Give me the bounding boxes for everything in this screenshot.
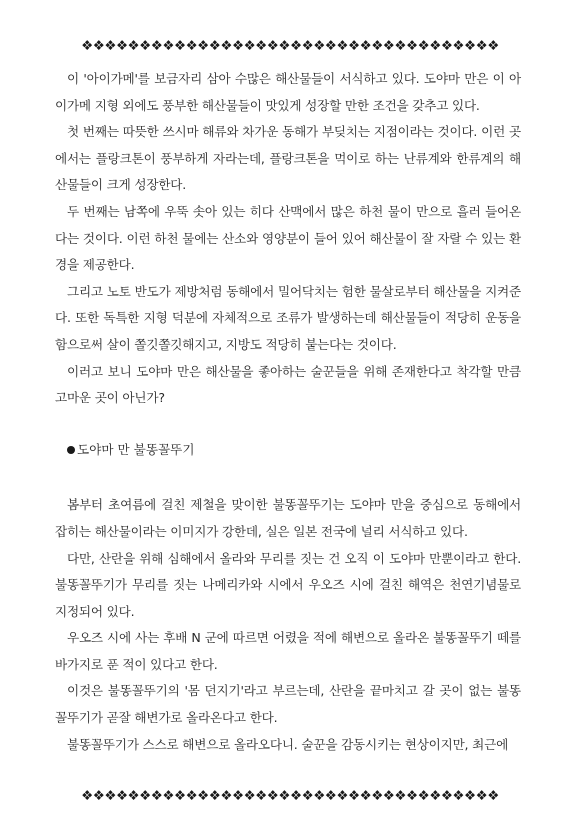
page-content <box>55 66 521 758</box>
paragraph: 봄부터 초여름에 걸친 제철을 맞이한 불똥꼴뚜기는 도야마 만을 중심으로 동해에서 잡히는 해산물이라는 이미지가 강한데, 실은 일본 전국에 널리 서식하고 있다. <box>55 497 521 539</box>
paragraph: 그리고 노토 반도가 제방처럼 동해에서 밀어닥치는 험한 물살로부터 해산물을 지켜준다. 또한 독특한 지형 덕분에 자체적으로 조류가 발생하는데 해산물들이 적당히 운동을 함으로써 살이 쫄깃쫄깃해지고, 지방도 적당히 붙는다는 것이다. <box>55 283 521 352</box>
bottom-ornament-border: ❖❖❖❖❖❖❖❖❖❖❖❖❖❖❖❖❖❖❖❖❖❖❖❖❖❖❖❖❖❖❖❖❖❖❖❖ <box>81 788 499 804</box>
paragraph: 불똥꼴뚜기가 스스로 해변으로 올라오다니. 술꾼을 감동시키는 현상이지만, 최근에 <box>67 736 509 752</box>
top-ornament-border: ❖❖❖❖❖❖❖❖❖❖❖❖❖❖❖❖❖❖❖❖❖❖❖❖❖❖❖❖❖❖❖❖❖❖❖❖ <box>81 38 499 54</box>
section-heading <box>55 437 521 464</box>
paragraph: 첫 번째는 따뜻한 쓰시마 해류와 차가운 동해가 부딪치는 지점이라는 것이다. 이런 곳에서는 플랑크톤이 풍부하게 자라는데, 플랑크톤을 먹이로 하는 난류계와 한류계의 해산물들이 크게 성장한다. <box>55 124 521 193</box>
paragraph: 다만, 산란을 위해 심해에서 올라와 무리를 짓는 건 오직 이 도야마 만뿐이라고 한다. 불똥꼴뚜기가 무리를 짓는 나메리카와 시에서 우오즈 시에 걸친 해역은 천연기념물로 지정되어 있다. <box>55 550 521 619</box>
paragraph: 우오즈 시에 사는 후배 N 군에 따르면 어렸을 적에 해변으로 올라온 불똥꼴뚜기 떼를 바가지로 푼 적이 있다고 한다. <box>55 630 521 672</box>
paragraph: 이 '아이가메'를 보금자리 삼아 수많은 해산물들이 서식하고 있다. 도야마 만은 이 아이가메 지형 외에도 풍부한 해산물들이 맛있게 성장할 만한 조건을 갖추고 있다. <box>55 71 521 113</box>
paragraph: 두 번째는 남쪽에 우뚝 솟아 있는 히다 산맥에서 많은 하천 물이 만으로 흘러 들어온다는 것이다. 이런 하천 물에는 산소와 영양분이 들어 있어 해산물이 잘 자랄 수 있는 환경을 제공한다. <box>55 203 521 273</box>
bullet-icon <box>67 446 75 454</box>
paragraph: 이것은 불똥꼴뚜기의 '몸 던지기'라고 부르는데, 산란을 끝마치고 갈 곳이 없는 불똥꼴뚜기가 곧잘 해변가로 올라온다고 한다. <box>55 683 521 726</box>
paragraph: 이러고 보니 도야마 만은 해산물을 좋아하는 술꾼들을 위해 존재한다고 착각할 만큼 고마운 곳이 아닌가? <box>55 363 521 406</box>
section-heading-text: 도야마 만 불똥꼴뚜기 <box>77 441 195 457</box>
